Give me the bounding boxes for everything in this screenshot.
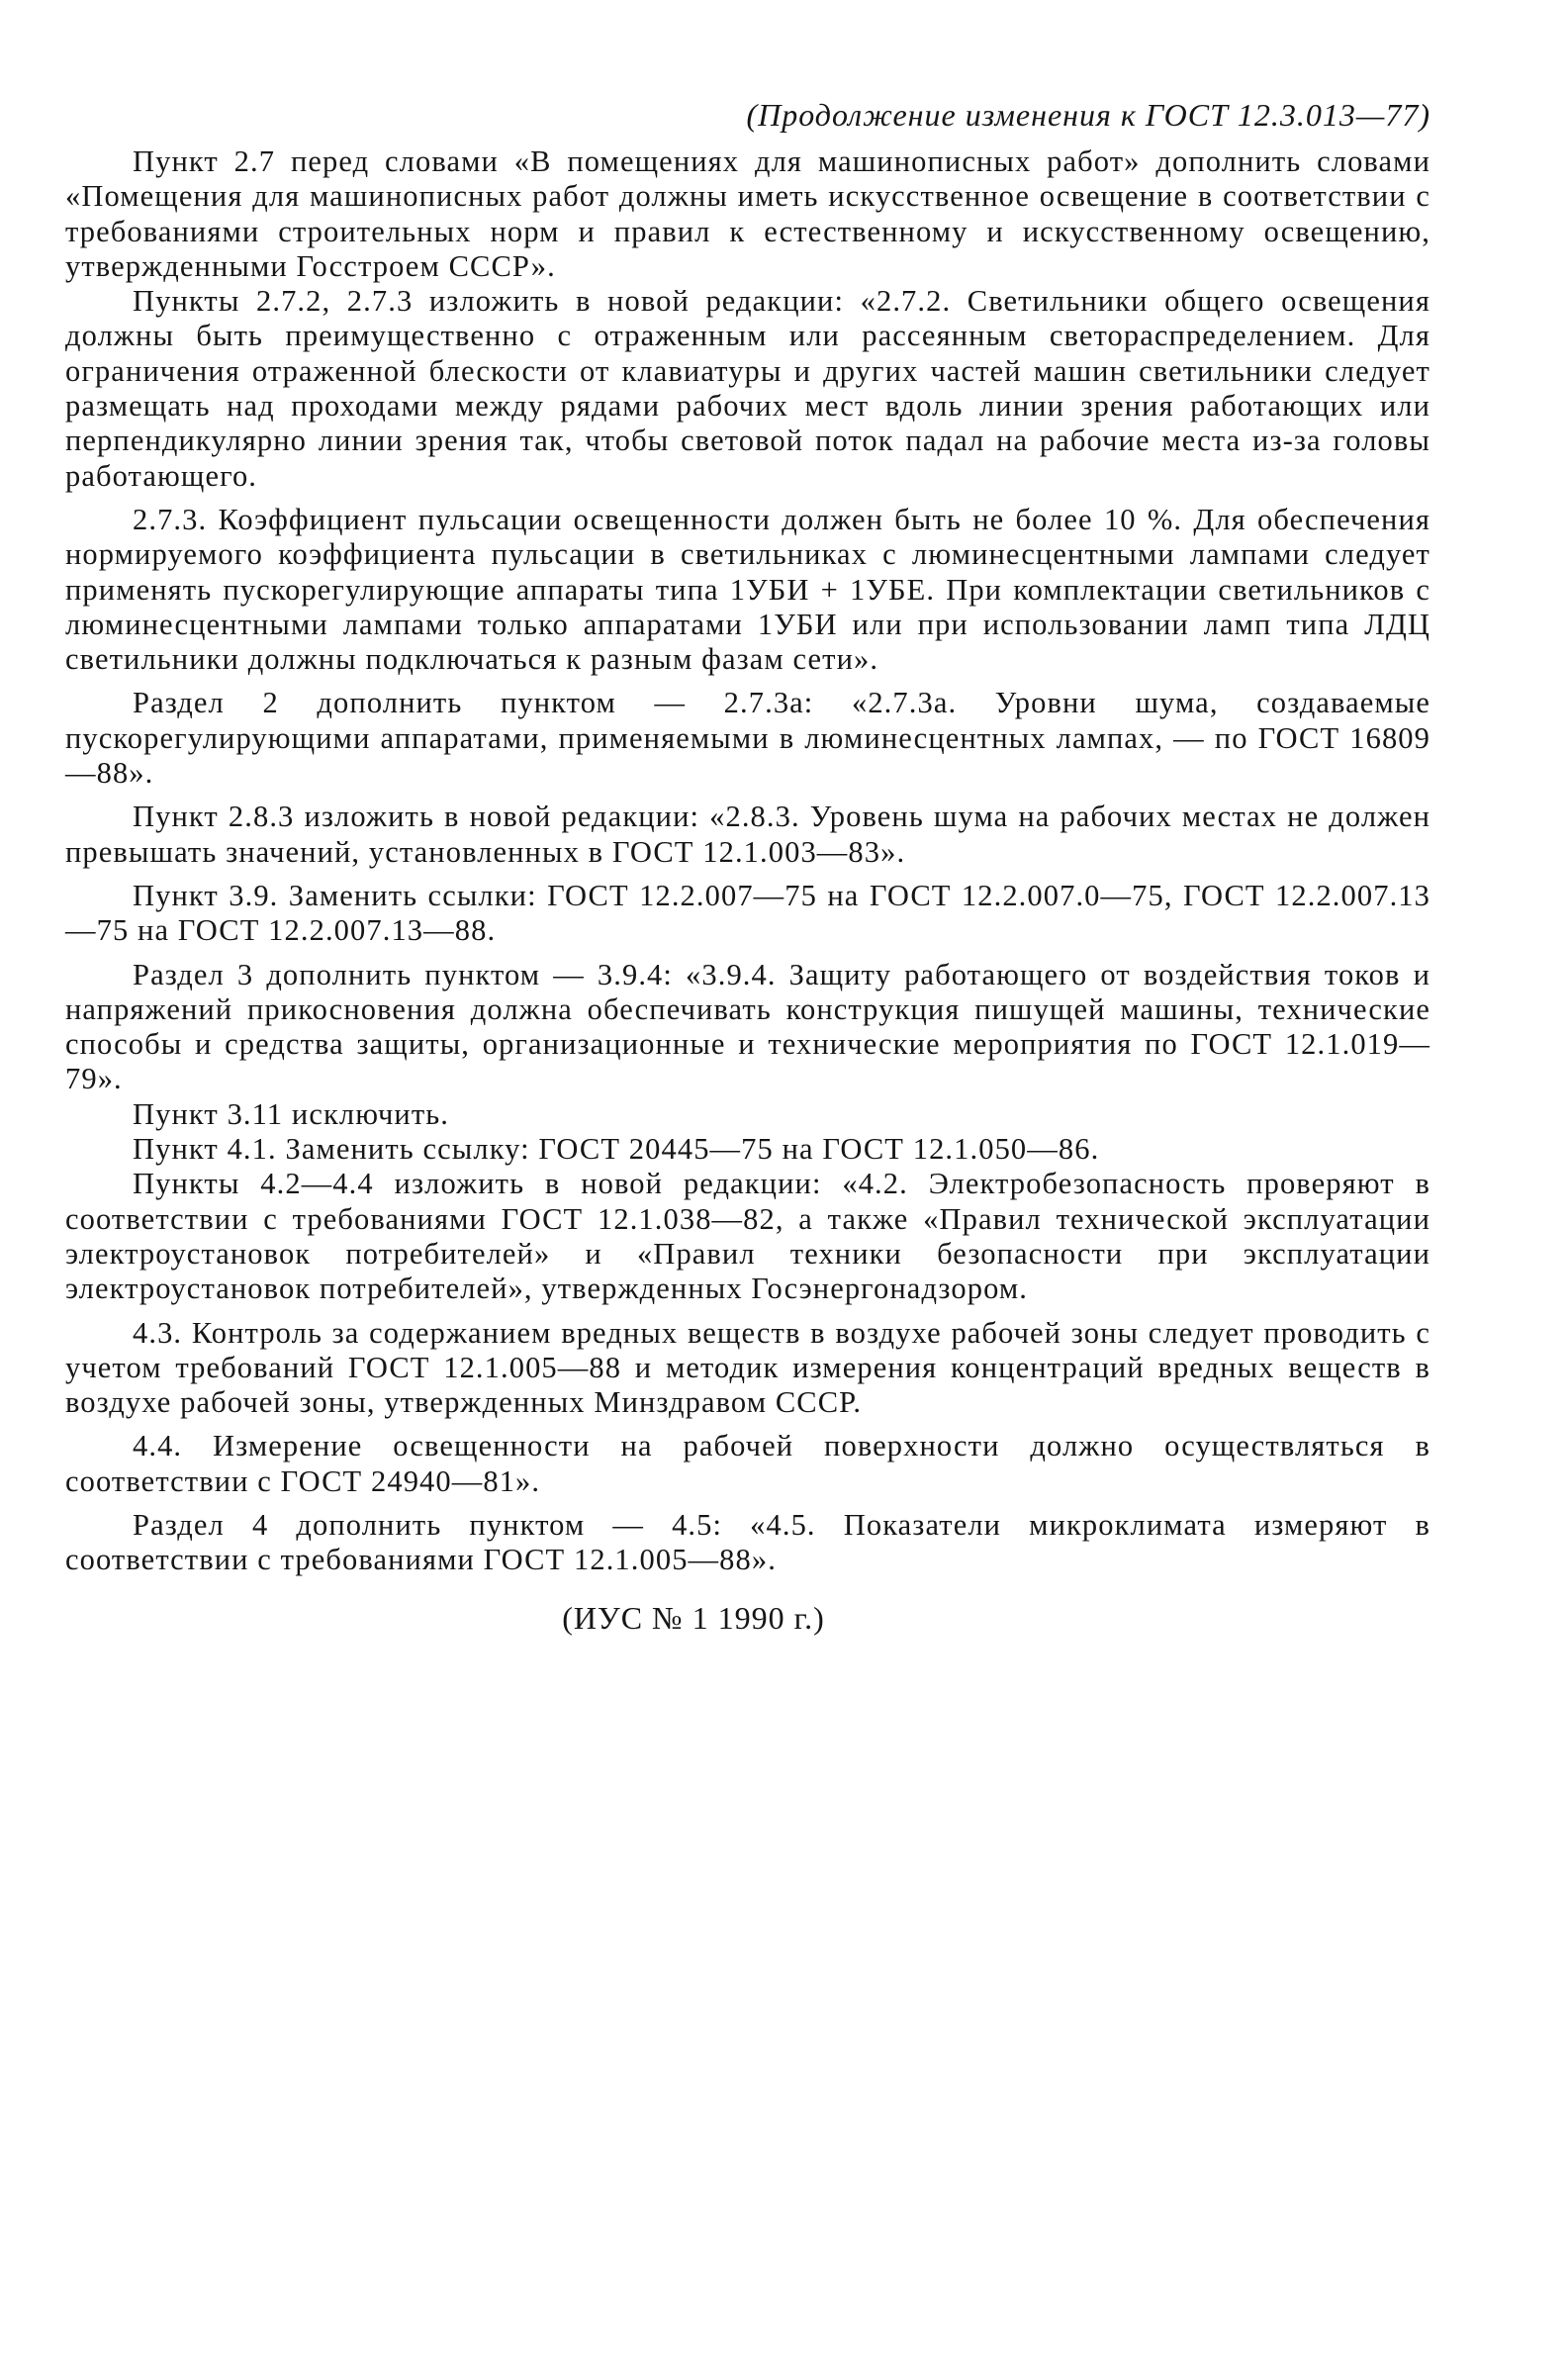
paragraph-3-9-4: Раздел 3 дополнить пунктом — 3.9.4: «3.9.4. Защиту работающего от воздействия токов и напряжений прикосновения должна обеспечивать конструкция пишущей машины, технические способы и средства защиты, организационные и технические мероприятия по ГОСТ 12.1.019—79».	[65, 957, 1430, 1096]
document-page	[65, 95, 1430, 1638]
paragraph-4-3: 4.3. Контроль за содержанием вредных веществ в воздухе рабочей зоны следует проводить с учетом требований ГОСТ 12.1.005—88 и методик измерения концентраций вредных веществ в воздухе рабочей зоны, утвержденных Минздравом СССР.	[65, 1315, 1430, 1420]
paragraph-4-2: Пункты 4.2—4.4 изложить в новой редакции: «4.2. Электробезопасность проверяют в соответствии с требованиями ГОСТ 12.1.038—82, а также «Правил технической эксплуатации электроустановок потребителей» и «Правил техники безопасности при эксплуатации электроустановок потребителей», утвержденных Госэнергонадзором.	[65, 1167, 1430, 1306]
ius-reference: (ИУС № 1 1990 г.)	[562, 1599, 825, 1636]
amendment-body	[65, 144, 1430, 1578]
paragraph-4-1: Пункт 4.1. Заменить ссылку: ГОСТ 20445—75 на ГОСТ 12.1.050—86.	[133, 1132, 1100, 1167]
continuation-header: (Продолжение изменения к ГОСТ 12.3.013—77)	[746, 97, 1430, 133]
paragraph-2-7: Пункт 2.7 перед словами «В помещениях для машинописных работ» дополнить словами «Помещения для машинописных работ должны иметь искусственное освещение в соответствии с требованиями строительных норм и правил к естественному и искусственному освещению, утвержденными Госстроем СССР».	[65, 144, 1430, 283]
paragraph-3-9: Пункт 3.9. Заменить ссылки: ГОСТ 12.2.007—75 на ГОСТ 12.2.007.0—75, ГОСТ 12.2.007.13—75 на ГОСТ 12.2.007.13—88.	[65, 878, 1430, 948]
paragraph-2-7-3: 2.7.3. Коэффициент пульсации освещенности должен быть не более 10 %. Для обеспечения нормируемого коэффициента пульсации в светильниках с люминесцентными лампами следует применять пускорегулирующие аппараты типа 1УБИ + 1УБЕ. При комплектации светильников с люминесцентными лампами только аппаратами 1УБИ или при использовании ламп типа ЛДЦ светильники должны подключаться к разным фазам сети».	[65, 502, 1430, 677]
paragraph-2-8-3: Пункт 2.8.3 изложить в новой редакции: «2.8.3. Уровень шума на рабочих местах не должен превышать значений, установленных в ГОСТ 12.1.003—83».	[65, 800, 1430, 869]
paragraph-4-4: 4.4. Измерение освещенности на рабочей поверхности должно осуществляться в соответствии с ГОСТ 24940—81».	[65, 1429, 1430, 1498]
paragraph-2-7-2: Пункты 2.7.2, 2.7.3 изложить в новой редакции: «2.7.2. Светильники общего освещения должны быть преимущественно с отраженным или рассеянным светораспределением. Для ограничения отраженной блескости от клавиатуры и других частей машин светильники следует размещать над проходами между рядами рабочих мест вдоль линии зрения работающих или перпендикулярно линии зрения так, чтобы световой поток падал на рабочие места из-за головы работающего.	[65, 284, 1430, 493]
paragraph-3-11: Пункт 3.11 исключить.	[133, 1096, 449, 1131]
paragraph-4-5: Раздел 4 дополнить пунктом — 4.5: «4.5. Показатели микроклимата измеряют в соответствии с требованиями ГОСТ 12.1.005—88».	[65, 1507, 1430, 1577]
paragraph-2-7-3a: Раздел 2 дополнить пунктом — 2.7.3а: «2.7.3а. Уровни шума, создаваемые пускорегулирующими аппаратами, применяемыми в люминесцентных лампах, — по ГОСТ 16809—88».	[65, 686, 1430, 791]
